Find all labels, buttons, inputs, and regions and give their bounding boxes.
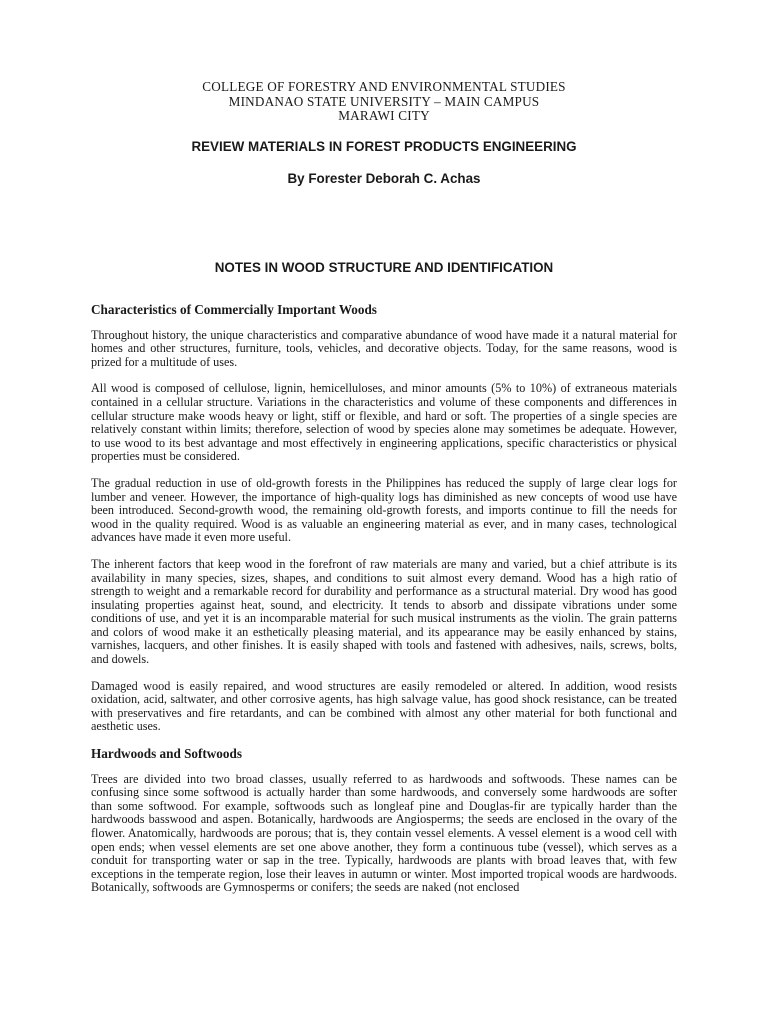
- institution-header: [0, 80, 768, 124]
- paragraph: The inherent factors that keep wood in the forefront of raw materials are many and varied, but a chief attribute is its availability in many species, sizes, shapes, and conditions to suit almost every demand. Wood has a high ratio of strength to weight and a remarkable record for durability and performance as a structural material. Dry wood has good insulating properties against heat, sound, and electricity. It tends to absorb and dissipate vibrations under some conditions of use, and yet it is an incomparable material for such musical instruments as the violin. The grain patterns and colors of wood make it an esthetically pleasing material, and its appearance may be easily enhanced by stains, varnishes, lacquers, and other finishes. It is easily shaped with tools and fastened with adhesives, nails, screws, bolts, and dowels.: [91, 556, 677, 667]
- paragraph: Damaged wood is easily repaired, and wood structures are easily remodeled or altered. In addition, wood resists oxidation, acid, saltwater, and other corrosive agents, has high salvage value, has good shock resistance, can be treated with preservatives and fire retardants, and can be combined with almost any other material for both functional and aesthetic uses.: [91, 678, 677, 734]
- paragraph: Throughout history, the unique characteristics and comparative abundance of wood have made it a natural material for homes and other structures, furniture, tools, vehicles, and decorative objects. Today, for the same reasons, wood is prized for a multitude of uses.: [91, 327, 677, 369]
- notes-title: NOTES IN WOOD STRUCTURE AND IDENTIFICATION: [214, 260, 554, 275]
- header-city: MARAWI CITY: [338, 108, 430, 123]
- document-author: By Forester Deborah C. Achas: [287, 171, 481, 186]
- section-heading: Characteristics of Commercially Important Woods: [91, 302, 377, 317]
- paragraph: Trees are divided into two broad classes, usually referred to as hardwoods and softwoods. These names can be confusing since some softwood is actually harder than some hardwoods, and conversely some hardwoods are softer than some softwood. For example, softwoods such as longleaf pine and Douglas-fir are typically harder than the hardwoods basswood and aspen. Botanically, hardwoods are Angiosperms; the seeds are enclosed in the ovary of the flower. Anatomically, hardwoods are porous; that is, they contain vessel elements. A vessel element is a wood cell with open ends; when vessel elements are set one above another, they form a continuous tube (vessel), which serves as a conduit for transporting water or sap in the tree. Typically, hardwoods are plants with broad leaves that, with few exceptions in the temperate region, lose their leaves in autumn or winter. Most imported tropical woods are hardwoods. Botanically, softwoods are Gymnosperms or conifers; the seeds are naked (not enclosed: [91, 771, 677, 895]
- paragraph: The gradual reduction in use of old-growth forests in the Philippines has reduced the supply of large clear logs for lumber and veneer. However, the importance of high-quality logs has diminished as new concepts of wood use have been introduced. Second-growth wood, the remaining old-growth forests, and imports continue to fill the needs for wood in the quality required. Wood is as valuable an engineering material as ever, and in many cases, technological advances have made it even more useful.: [91, 475, 677, 545]
- section-heading: Hardwoods and Softwoods: [91, 746, 242, 762]
- header-college: COLLEGE OF FORESTRY AND ENVIRONMENTAL STUDIES: [202, 79, 566, 94]
- document-body: [91, 303, 677, 908]
- header-university: MINDANAO STATE UNIVERSITY – MAIN CAMPUS: [228, 93, 540, 109]
- paragraph: All wood is composed of cellulose, lignin, hemicelluloses, and minor amounts (5% to 10%) of extraneous materials contained in a cellular structure. Variations in the characteristics and volume of these components and differences in cellular structure make woods heavy or light, stiff or flexible, and hard or soft. The properties of a single species are relatively constant within limits; therefore, selection of wood by species alone may sometimes be adequate. However, to use wood to its best advantage and most effectively in engineering applications, specific characteristics or physical properties must be considered.: [91, 381, 677, 464]
- document-title: REVIEW MATERIALS IN FOREST PRODUCTS ENGINEERING: [191, 139, 577, 154]
